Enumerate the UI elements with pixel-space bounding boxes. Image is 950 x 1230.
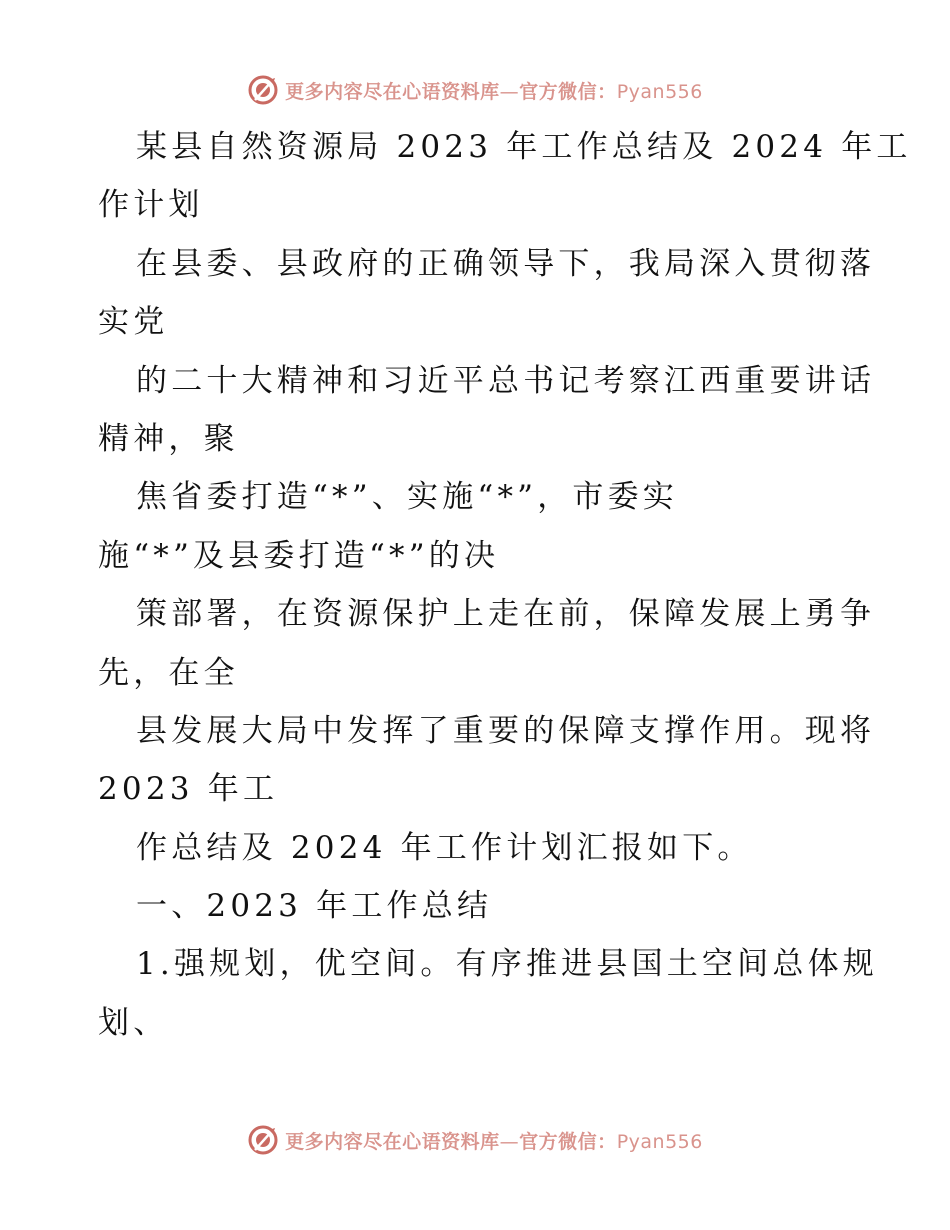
watermark-wechat-id: Pyan556 [616, 80, 703, 103]
paragraph-line: 2023 年工 [98, 771, 279, 808]
paragraph-line: 先，在全 [98, 654, 239, 691]
watermark-separator: — [499, 80, 520, 103]
paragraph-line: 焦省委打造“*”、实施“*”，市委实 [136, 479, 678, 516]
paragraph-line: 的二十大精神和习近平总书记考察江西重要讲话 [136, 362, 876, 399]
paragraph-line: 实党 [98, 304, 169, 341]
quill-logo-icon [247, 1124, 279, 1156]
watermark-suffix: 官方微信： [519, 80, 617, 103]
watermark-separator: — [499, 1130, 520, 1153]
document-title-line-2: 作计划 [98, 187, 204, 224]
paragraph-line: 作总结及 2024 年工作计划汇报如下。 [136, 829, 753, 866]
document-body [98, 118, 912, 1052]
header-watermark [0, 70, 950, 110]
watermark-suffix: 官方微信： [519, 1130, 617, 1153]
watermark-site-name: 更多内容尽在心语资料库 [285, 1130, 500, 1153]
paragraph-line: 划、 [98, 1004, 169, 1041]
paragraph-line: 在县委、县政府的正确领导下，我局深入贯彻落 [136, 245, 876, 282]
paragraph-line: 施“*”及县委打造“*”的决 [98, 537, 500, 574]
watermark-site-name: 更多内容尽在心语资料库 [285, 80, 500, 103]
paragraph-line: 1.强规划，优空间。有序推进县国土空间总体规 [136, 946, 878, 983]
paragraph-line: 精神，聚 [98, 420, 239, 457]
watermark-text [285, 1127, 703, 1154]
footer-watermark [0, 1120, 950, 1160]
paragraph-line: 策部署，在资源保护上走在前，保障发展上勇争 [136, 596, 876, 633]
document-title-line-1: 某县自然资源局 2023 年工作总结及 2024 年工 [136, 129, 912, 165]
watermark-text [285, 77, 703, 104]
watermark-wechat-id: Pyan556 [616, 1130, 703, 1153]
section-heading: 一、2023 年工作总结 [136, 888, 493, 925]
quill-logo-icon [247, 74, 279, 106]
paragraph-line: 县发展大局中发挥了重要的保障支撑作用。现将 [136, 712, 876, 749]
